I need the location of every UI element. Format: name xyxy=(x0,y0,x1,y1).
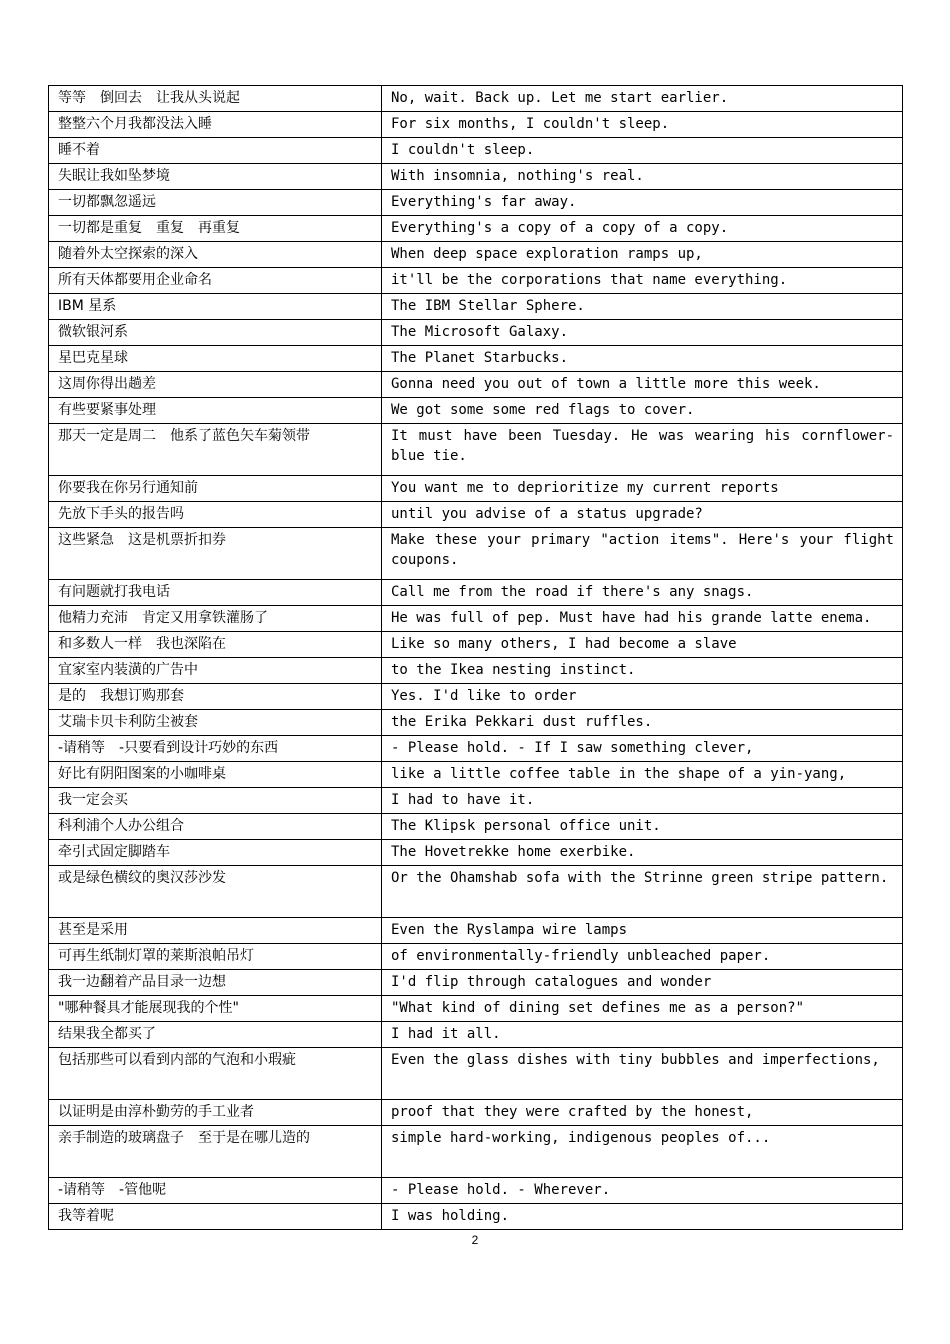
chinese-subtitle-cell: 整整六个月我都没法入睡 xyxy=(49,112,382,138)
chinese-subtitle-cell: 所有天体都要用企业命名 xyxy=(49,268,382,294)
chinese-subtitle-cell: 包括那些可以看到内部的气泡和小瑕疵 xyxy=(49,1048,382,1100)
english-subtitle-cell: - Please hold. - Wherever. xyxy=(382,1178,903,1204)
chinese-subtitle-cell: 好比有阴阳图案的小咖啡桌 xyxy=(49,762,382,788)
table-row xyxy=(49,736,903,762)
chinese-subtitle-cell: 你要我在你另行通知前 xyxy=(49,476,382,502)
chinese-subtitle-cell: 睡不着 xyxy=(49,138,382,164)
chinese-subtitle-cell: 宜家室内装潢的广告中 xyxy=(49,658,382,684)
table-row xyxy=(49,762,903,788)
table-row xyxy=(49,112,903,138)
table-row xyxy=(49,502,903,528)
table-row xyxy=(49,190,903,216)
chinese-subtitle-cell: -请稍等 -管他呢 xyxy=(49,1178,382,1204)
table-row xyxy=(49,268,903,294)
table-row xyxy=(49,710,903,736)
chinese-subtitle-cell: 那天一定是周二 他系了蓝色矢车菊领带 xyxy=(49,424,382,476)
english-subtitle-cell: Or the Ohamshab sofa with the Strinne green stripe pattern. xyxy=(382,866,903,918)
chinese-subtitle-cell: 结果我全都买了 xyxy=(49,1022,382,1048)
table-row xyxy=(49,632,903,658)
table-row xyxy=(49,398,903,424)
english-subtitle-cell: I had to have it. xyxy=(382,788,903,814)
page-number: 2 xyxy=(471,1233,479,1247)
english-subtitle-cell: I couldn't sleep. xyxy=(382,138,903,164)
table-row xyxy=(49,866,903,918)
table-row xyxy=(49,814,903,840)
english-subtitle-cell: to the Ikea nesting instinct. xyxy=(382,658,903,684)
chinese-subtitle-cell: 一切都是重复 重复 再重复 xyxy=(49,216,382,242)
table-row xyxy=(49,580,903,606)
chinese-subtitle-cell: 以证明是由淳朴勤劳的手工业者 xyxy=(49,1100,382,1126)
english-subtitle-cell: For six months, I couldn't sleep. xyxy=(382,112,903,138)
english-subtitle-cell: the Erika Pekkari dust ruffles. xyxy=(382,710,903,736)
table-row xyxy=(49,164,903,190)
english-subtitle-cell: I had it all. xyxy=(382,1022,903,1048)
table-row xyxy=(49,918,903,944)
chinese-subtitle-cell: 可再生纸制灯罩的莱斯浪帕吊灯 xyxy=(49,944,382,970)
english-subtitle-cell: No, wait. Back up. Let me start earlier. xyxy=(382,86,903,112)
table-row xyxy=(49,320,903,346)
chinese-subtitle-cell: 随着外太空探索的深入 xyxy=(49,242,382,268)
english-subtitle-cell: The Planet Starbucks. xyxy=(382,346,903,372)
english-subtitle-cell: I was holding. xyxy=(382,1204,903,1230)
english-subtitle-cell: You want me to deprioritize my current reports xyxy=(382,476,903,502)
table-row xyxy=(49,944,903,970)
english-subtitle-cell: like a little coffee table in the shape of a yin-yang, xyxy=(382,762,903,788)
table-row xyxy=(49,1022,903,1048)
english-subtitle-cell: The Hovetrekke home exerbike. xyxy=(382,840,903,866)
table-row xyxy=(49,294,903,320)
english-subtitle-cell: He was full of pep. Must have had his grande latte enema. xyxy=(382,606,903,632)
chinese-subtitle-cell: 先放下手头的报告吗 xyxy=(49,502,382,528)
subtitle-table xyxy=(48,85,903,1230)
table-row xyxy=(49,528,903,580)
english-subtitle-cell: of environmentally-friendly unbleached paper. xyxy=(382,944,903,970)
table-row xyxy=(49,684,903,710)
chinese-subtitle-cell: 星巴克星球 xyxy=(49,346,382,372)
english-subtitle-cell: I'd flip through catalogues and wonder xyxy=(382,970,903,996)
chinese-subtitle-cell: 等等 倒回去 让我从头说起 xyxy=(49,86,382,112)
english-subtitle-cell: proof that they were crafted by the honest, xyxy=(382,1100,903,1126)
english-subtitle-cell: Like so many others, I had become a slave xyxy=(382,632,903,658)
chinese-subtitle-cell: 亲手制造的玻璃盘子 至于是在哪儿造的 xyxy=(49,1126,382,1178)
chinese-subtitle-cell: 我等着呢 xyxy=(49,1204,382,1230)
english-subtitle-cell: Gonna need you out of town a little more this week. xyxy=(382,372,903,398)
chinese-subtitle-cell: 艾瑞卡贝卡利防尘被套 xyxy=(49,710,382,736)
table-row xyxy=(49,476,903,502)
english-subtitle-cell: Make these your primary "action items". Here's your flight coupons. xyxy=(382,528,903,580)
chinese-subtitle-cell: 甚至是采用 xyxy=(49,918,382,944)
table-row xyxy=(49,970,903,996)
chinese-subtitle-cell: 他精力充沛 肯定又用拿铁灌肠了 xyxy=(49,606,382,632)
chinese-subtitle-cell: 失眠让我如坠梦境 xyxy=(49,164,382,190)
english-subtitle-cell: Call me from the road if there's any snags. xyxy=(382,580,903,606)
english-subtitle-cell: The Microsoft Galaxy. xyxy=(382,320,903,346)
table-row xyxy=(49,996,903,1022)
table-row xyxy=(49,242,903,268)
english-subtitle-cell: The IBM Stellar Sphere. xyxy=(382,294,903,320)
chinese-subtitle-cell: "哪种餐具才能展现我的个性" xyxy=(49,996,382,1022)
table-row xyxy=(49,1126,903,1178)
english-subtitle-cell: With insomnia, nothing's real. xyxy=(382,164,903,190)
english-subtitle-cell: Yes. I'd like to order xyxy=(382,684,903,710)
table-row xyxy=(49,658,903,684)
table-row xyxy=(49,1204,903,1230)
chinese-subtitle-cell: 微软银河系 xyxy=(49,320,382,346)
chinese-subtitle-cell: 这周你得出趟差 xyxy=(49,372,382,398)
chinese-subtitle-cell: 这些紧急 这是机票折扣券 xyxy=(49,528,382,580)
table-row xyxy=(49,216,903,242)
table-row xyxy=(49,840,903,866)
table-row xyxy=(49,1100,903,1126)
chinese-subtitle-cell: 或是绿色横纹的奥汉莎沙发 xyxy=(49,866,382,918)
chinese-subtitle-cell: 有问题就打我电话 xyxy=(49,580,382,606)
table-row xyxy=(49,1048,903,1100)
table-row xyxy=(49,1178,903,1204)
chinese-subtitle-cell: 一切都飘忽遥远 xyxy=(49,190,382,216)
table-row xyxy=(49,346,903,372)
english-subtitle-cell: - Please hold. - If I saw something clever, xyxy=(382,736,903,762)
chinese-subtitle-cell: IBM 星系 xyxy=(49,294,382,320)
english-subtitle-cell: When deep space exploration ramps up, xyxy=(382,242,903,268)
table-row xyxy=(49,788,903,814)
english-subtitle-cell: Even the Ryslampa wire lamps xyxy=(382,918,903,944)
english-subtitle-cell: until you advise of a status upgrade? xyxy=(382,502,903,528)
english-subtitle-cell: We got some some red flags to cover. xyxy=(382,398,903,424)
english-subtitle-cell: The Klipsk personal office unit. xyxy=(382,814,903,840)
english-subtitle-cell: it'll be the corporations that name everything. xyxy=(382,268,903,294)
chinese-subtitle-cell: 科利浦个人办公组合 xyxy=(49,814,382,840)
english-subtitle-cell: It must have been Tuesday. He was wearing his cornflower-blue tie. xyxy=(382,424,903,476)
chinese-subtitle-cell: 牵引式固定脚踏车 xyxy=(49,840,382,866)
table-row xyxy=(49,138,903,164)
table-row xyxy=(49,86,903,112)
table-row xyxy=(49,606,903,632)
chinese-subtitle-cell: -请稍等 -只要看到设计巧妙的东西 xyxy=(49,736,382,762)
chinese-subtitle-cell: 有些要紧事处理 xyxy=(49,398,382,424)
chinese-subtitle-cell: 我一定会买 xyxy=(49,788,382,814)
chinese-subtitle-cell: 我一边翻着产品目录一边想 xyxy=(49,970,382,996)
english-subtitle-cell: "What kind of dining set defines me as a person?" xyxy=(382,996,903,1022)
chinese-subtitle-cell: 和多数人一样 我也深陷在 xyxy=(49,632,382,658)
table-row xyxy=(49,424,903,476)
table-row xyxy=(49,372,903,398)
english-subtitle-cell: simple hard-working, indigenous peoples of... xyxy=(382,1126,903,1178)
english-subtitle-cell: Even the glass dishes with tiny bubbles and imperfections, xyxy=(382,1048,903,1100)
subtitle-table-body xyxy=(49,86,903,1230)
chinese-subtitle-cell: 是的 我想订购那套 xyxy=(49,684,382,710)
english-subtitle-cell: Everything's a copy of a copy of a copy. xyxy=(382,216,903,242)
english-subtitle-cell: Everything's far away. xyxy=(382,190,903,216)
